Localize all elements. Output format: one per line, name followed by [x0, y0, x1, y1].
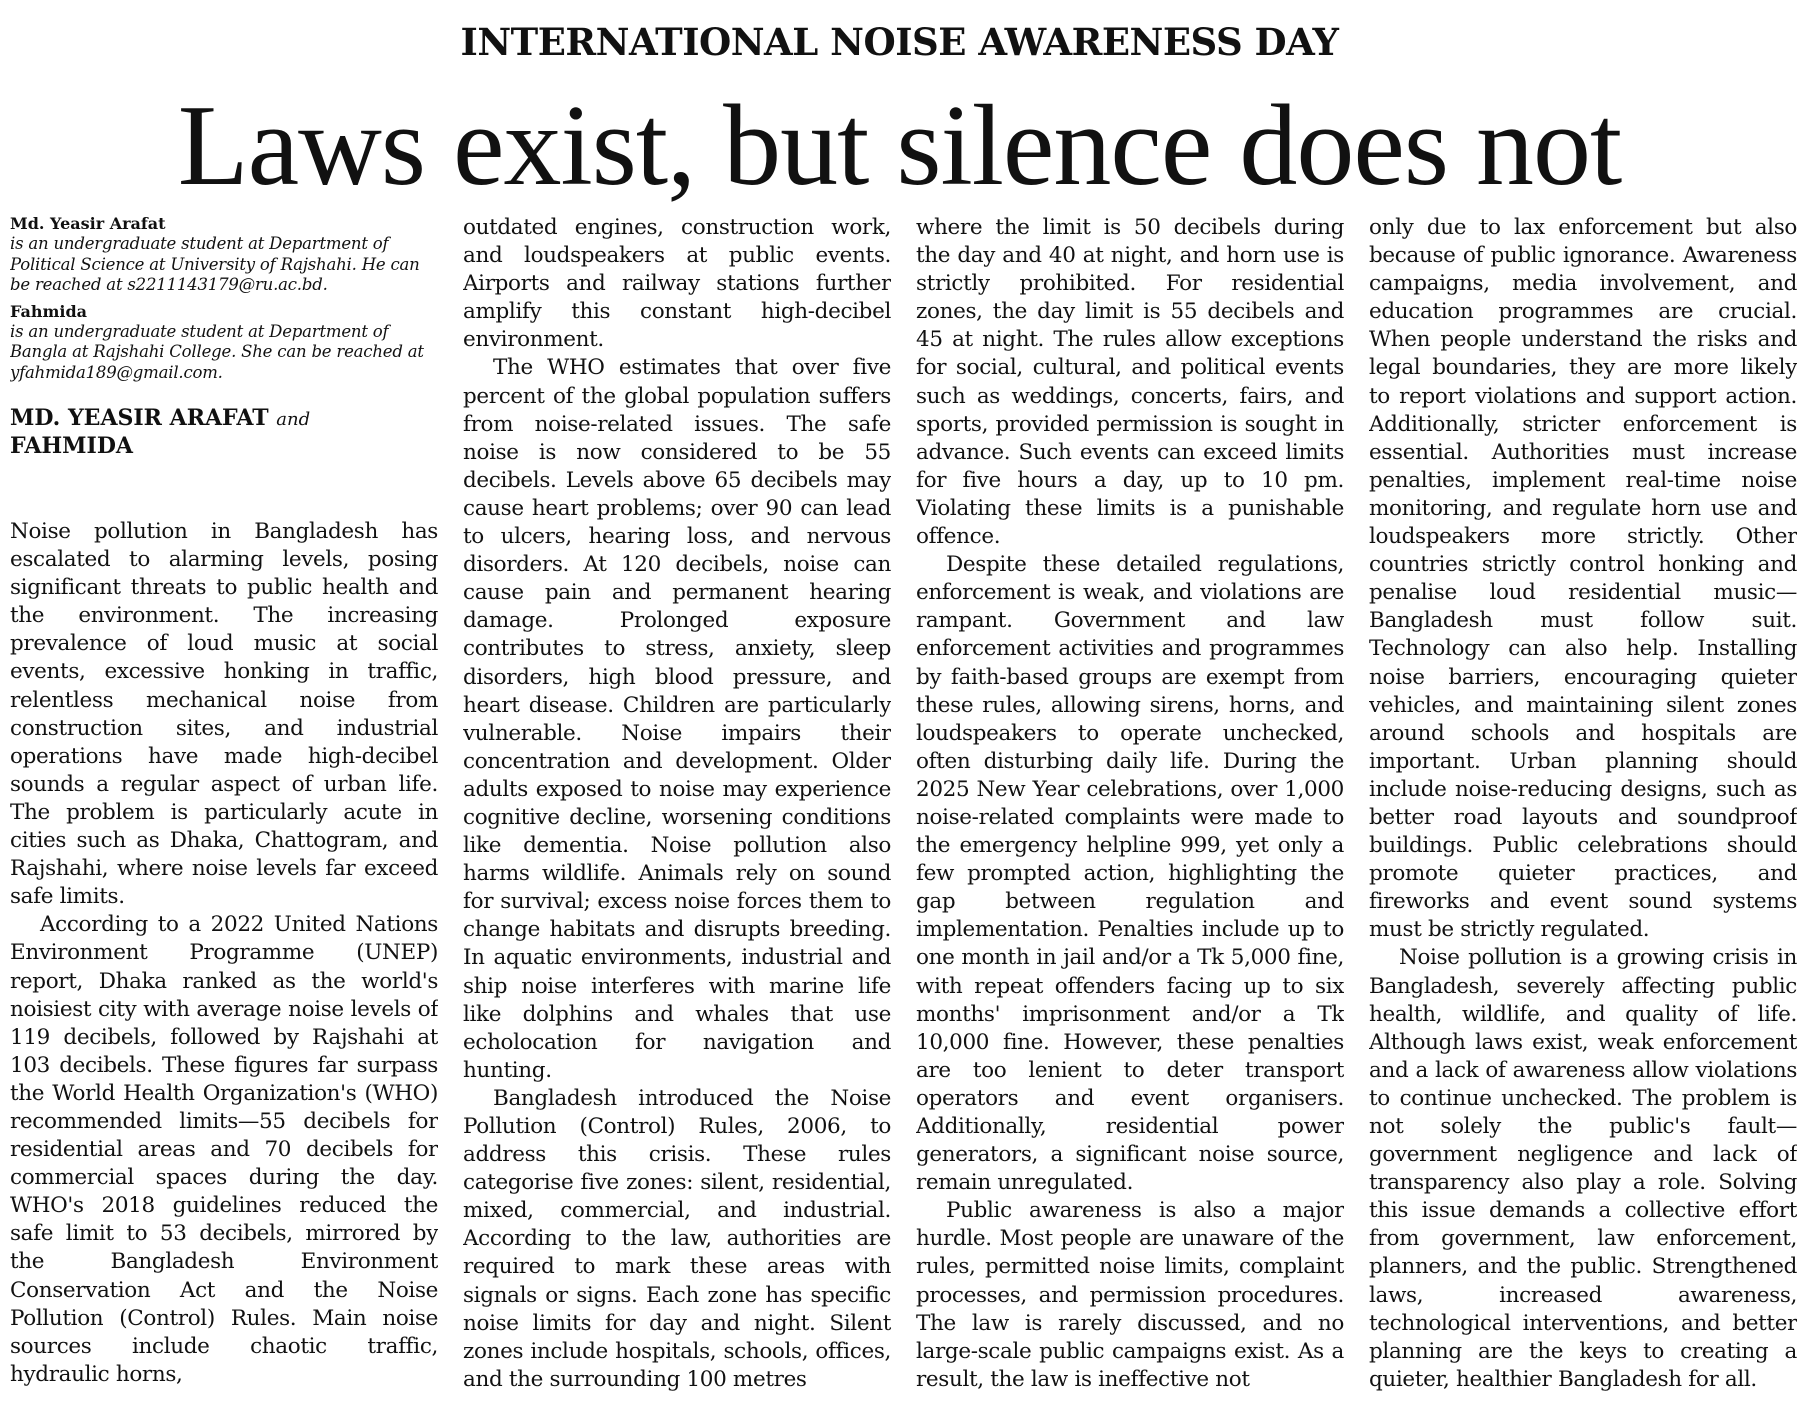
byline-and: and — [276, 409, 311, 430]
paragraph: outdated engines, construction work, and loudspeakers at public events. Airports and railway stations further amplify this constant high-decibel environment. — [463, 215, 891, 353]
byline — [10, 405, 438, 460]
paragraph: Public awareness is also a major hurdle. Most people are unaware of the rules, permitted noise limits, complaint processes, and permission procedures. The law is rarely discussed, and no large-scale public campaigns exist. As a result, the law is ineffective not — [916, 1198, 1344, 1392]
article-column-2 — [463, 214, 891, 1406]
paragraph: Despite these detailed regulations, enforcement is weak, and violations are rampant. Government and law enforcement activities and programmes by faith-based groups are exempt from these rules, allowing sirens, horns, and loudspeakers to operate unchecked, often disturbing daily life. During the 2025 New Year celebrations, over 1,000 noise-related complaints were made to the emergency helpline 999, yet only a few prompted action, highlighting the gap between regulation and implementation. Penalties include up to one month in jail and/or a Tk 5,000 fine, with repeat offenders facing up to six months' imprisonment and/or a Tk 10,000 fine. However, these penalties are too lenient to deter transport operators and event organisers. Additionally, residential power generators, a significant noise source, remain unregulated. — [916, 552, 1344, 1196]
paragraph: Noise pollution is a growing crisis in Bangladesh, severely affecting public health, wildlife, and quality of life. Although laws exist, weak enforcement and a lack of awareness allow violations to continue unchecked. The problem is not solely the public's fault—government negligence and lack of transparency also play a role. Solving this issue demands a collective effort from government, law enforcement, planners, and the public. Strengthened laws, increased awareness, technological interventions, and better planning are the keys to creating a quieter, healthier Bangladesh for all. — [1369, 945, 1797, 1392]
author-name: Fahmida — [10, 301, 88, 321]
article-column-3 — [916, 214, 1344, 1406]
paragraph: According to a 2022 United Nations Environment Programme (UNEP) report, Dhaka ranked as the world's noisiest city with average noise levels of 119 decibels, followed by Rajshahi at 103 decibels. These figures far surpass the World Health Organization's (WHO) recommended limits—55 decibels for residential areas and 70 decibels for commercial spaces during the day. WHO's 2018 guidelines reduced the safe limit to 53 decibels, mirrored by the Bangladesh Environment Conservation Act and the Noise Pollution (Control) Rules. Main noise sources include chaotic traffic, hydraulic horns, — [10, 912, 438, 1387]
paragraph: Bangladesh introduced the Noise Pollution (Control) Rules, 2006, to address this crisis. These rules categorise five zones: silent, residential, mixed, commercial, and industrial. According to the law, authorities are required to mark these areas with signals or signs. Each zone has specific noise limits for day and night. Silent zones include hospitals, schools, offices, and the surrounding 100 metres — [463, 1085, 891, 1392]
article-column-4 — [1369, 214, 1797, 1406]
paragraph: The WHO estimates that over five percent of the global population suffers from noise-related issues. The safe noise is now considered to be 55 decibels. Levels above 65 decibels may cause heart problems; over 90 can lead to ulcers, hearing loss, and nervous disorders. At 120 decibels, noise can cause pain and permanent hearing damage. Prolonged exposure contributes to stress, anxiety, sleep disorders, high blood pressure, and heart disease. Children are particularly vulnerable. Noise impairs their concentration and development. Older adults exposed to noise may experience cognitive decline, worsening conditions like dementia. Noise pollution also harms wildlife. Animals rely on sound for survival; excess noise forces them to change habitats and disrupts breeding. In aquatic environments, industrial and ship noise interferes with marine life like dolphins and whales that use echolocation for navigation and hunting. — [463, 355, 891, 1083]
section-kicker: INTERNATIONAL NOISE AWARENESS DAY — [460, 20, 1339, 64]
byline-author-1: MD. YEASIR ARAFAT — [10, 405, 269, 431]
author-name: Md. Yeasir Arafat — [10, 214, 166, 233]
paragraph: Noise pollution in Bangladesh has escalated to alarming levels, posing significant threats to public health and the environment. The increasing prevalence of loud music at social events, excessive honking in traffic, relentless mechanical noise from construction sites, and industrial operations have made high-decibel sounds a regular aspect of urban life. The problem is particularly acute in cities such as Dhaka, Chattogram, and Rajshahi, where noise levels far exceed safe limits. — [10, 519, 438, 910]
headline: Laws exist, but silence does not — [177, 82, 1622, 210]
author-bio: is an undergraduate student at Department of Bangla at Rajshahi College. She can be reached at yfahmida189@gmail.com. — [10, 321, 424, 382]
author-bio: is an undergraduate student at Department of Political Science at University of Rajshahi. He can be reached at s2211143179@ru.ac.bd. — [10, 234, 420, 294]
paragraph: only due to lax enforcement but also because of public ignorance. Awareness campaigns, media involvement, and education programmes are crucial. When people understand the risks and legal boundaries, they are more likely to report violations and support action. Additionally, stricter enforcement is essential. Authorities must increase penalties, implement real-time noise monitoring, and regulate horn use and loudspeakers more strictly. Other countries strictly control honking and penalise loud residential music—Bangladesh must follow suit. Technology can also help. Installing noise barriers, encouraging quieter vehicles, and maintaining silent zones around schools and hospitals are important. Urban planning should include noise-reducing designs, such as better road layouts and soundproof buildings. Public celebrations should promote quieter practices, and fireworks and event sound systems must be strictly regulated. — [1369, 215, 1797, 943]
author-note-2 — [10, 302, 438, 384]
byline-author-2: FAHMIDA — [10, 433, 133, 459]
article-column-1 — [10, 214, 438, 1406]
paragraph: where the limit is 50 decibels during the day and 40 at night, and horn use is strictly prohibited. For residential zones, the day limit is 55 decibels and 45 at night. The rules allow exceptions for social, cultural, and political events such as weddings, concerts, fairs, and sports, provided permission is sought in advance. Such events can exceed limits for five hours a day, up to 10 pm. Violating these limits is a punishable offence. — [916, 215, 1344, 550]
author-note-1 — [10, 214, 438, 296]
